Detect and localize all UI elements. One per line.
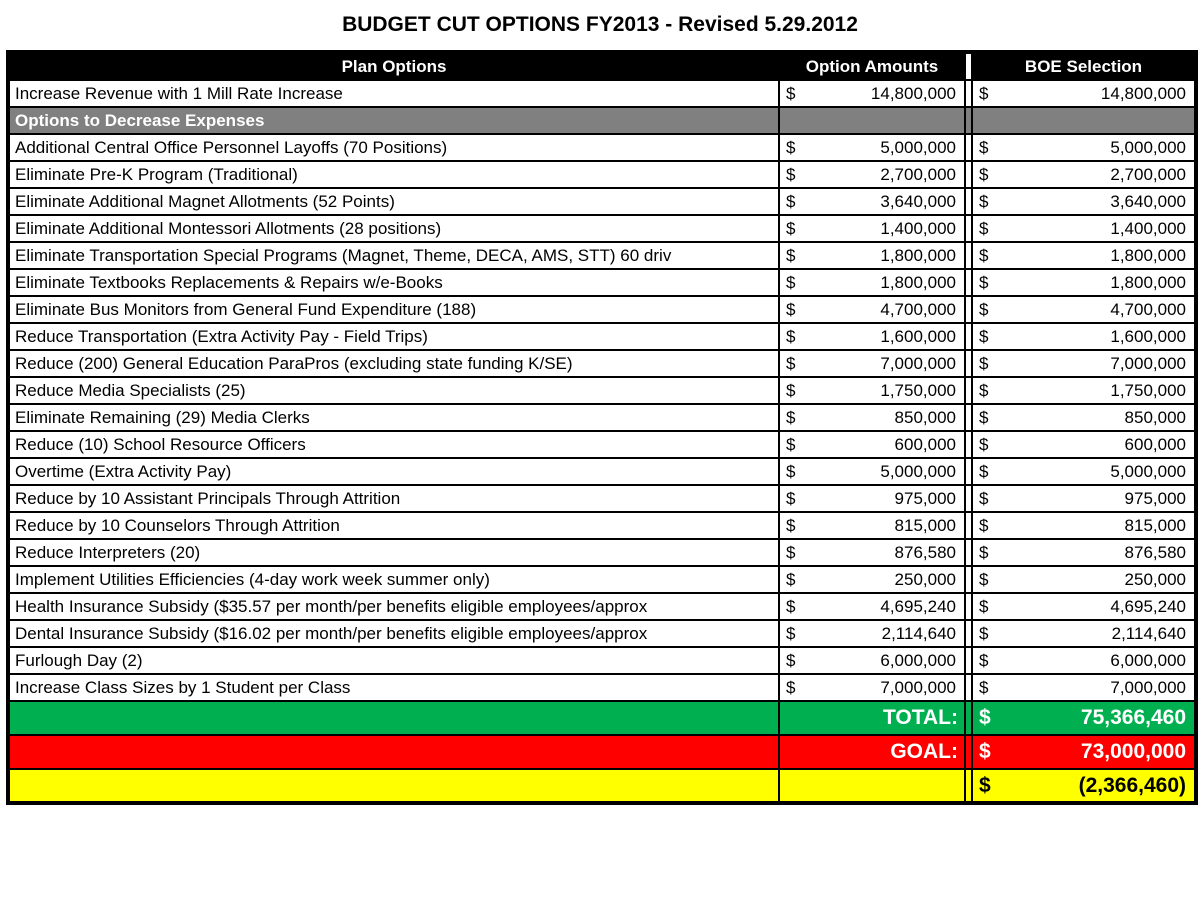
variance-blank-cell [779, 769, 965, 803]
boe-selection-value: 975,000 [1124, 488, 1186, 508]
option-amount-cell [779, 269, 965, 296]
currency-symbol: $ [979, 407, 989, 427]
option-label-cell [8, 539, 779, 566]
boe-selection-value: 4,695,240 [1110, 596, 1186, 616]
currency-symbol: $ [979, 353, 989, 373]
revenue-label: Increase Revenue with 1 Mill Rate Increase [15, 83, 343, 103]
currency-symbol: $ [979, 83, 989, 103]
boe-selection-cell [972, 566, 1196, 593]
column-gap [965, 769, 972, 803]
column-gap [965, 404, 972, 431]
boe-selection-value: 250,000 [1124, 569, 1186, 589]
option-amount-cell [779, 296, 965, 323]
header-boe-selection: BOE Selection [972, 52, 1196, 80]
boe-selection-value: 7,000,000 [1110, 677, 1186, 697]
option-amount-value: 815,000 [894, 515, 956, 535]
option-amount-value: 4,700,000 [880, 299, 956, 319]
option-label: Increase Class Sizes by 1 Student per Class [15, 677, 351, 697]
option-amount-value: 5,000,000 [880, 137, 956, 157]
option-label: Eliminate Additional Magnet Allotments (52 Points) [15, 191, 395, 211]
option-amount-value: 4,695,240 [880, 596, 956, 616]
option-amount-value: 975,000 [894, 488, 956, 508]
column-gap [965, 188, 972, 215]
boe-selection-value: 1,400,000 [1110, 218, 1186, 238]
option-label: Reduce Transportation (Extra Activity Pay - Field Trips) [15, 326, 428, 346]
option-row [8, 161, 1196, 188]
currency-symbol: $ [786, 380, 796, 400]
option-amount-cell [779, 647, 965, 674]
section-header-cell: Options to Decrease Expenses [8, 107, 779, 134]
option-amount-cell [779, 431, 965, 458]
goal-row [8, 735, 1196, 769]
option-label: Eliminate Bus Monitors from General Fund Expenditure (188) [15, 299, 477, 319]
option-label-cell [8, 458, 779, 485]
option-label: Eliminate Pre-K Program (Traditional) [15, 164, 298, 184]
option-label-cell [8, 188, 779, 215]
option-label: Reduce by 10 Assistant Principals Through Attrition [15, 488, 401, 508]
option-label: Furlough Day (2) [15, 650, 143, 670]
header-plan-options: Plan Options [8, 52, 779, 80]
column-gap [965, 735, 972, 769]
option-amount-cell [779, 188, 965, 215]
option-row [8, 647, 1196, 674]
column-gap [965, 80, 972, 107]
top-rows [8, 80, 1196, 134]
boe-selection-value: 4,700,000 [1110, 299, 1186, 319]
currency-symbol: $ [979, 461, 989, 481]
column-gap [965, 296, 972, 323]
column-gap [965, 134, 972, 161]
column-gap [965, 323, 972, 350]
option-label-cell [8, 674, 779, 701]
boe-selection-value: 5,000,000 [1110, 461, 1186, 481]
currency-symbol: $ [786, 164, 796, 184]
boe-selection-value: 5,000,000 [1110, 137, 1186, 157]
option-label-cell [8, 593, 779, 620]
total-label: TOTAL: [779, 701, 965, 735]
boe-selection-value: 1,800,000 [1110, 245, 1186, 265]
option-amount-value: 5,000,000 [880, 461, 956, 481]
option-amount-cell [779, 215, 965, 242]
currency-symbol: $ [786, 407, 796, 427]
currency-symbol: $ [979, 706, 991, 729]
boe-selection-cell [972, 161, 1196, 188]
option-row [8, 134, 1196, 161]
boe-selection-cell [972, 620, 1196, 647]
currency-symbol: $ [979, 299, 989, 319]
revenue-option-amount: 14,800,000 [870, 83, 956, 103]
option-amount-cell [779, 593, 965, 620]
option-label: Overtime (Extra Activity Pay) [15, 461, 232, 481]
option-label: Reduce Media Specialists (25) [15, 380, 246, 400]
boe-selection-cell [972, 539, 1196, 566]
option-amount-cell [779, 539, 965, 566]
column-gap [965, 458, 972, 485]
option-label-cell [8, 377, 779, 404]
option-amount-cell [779, 674, 965, 701]
column-gap [965, 647, 972, 674]
currency-symbol: $ [979, 191, 989, 211]
option-row [8, 485, 1196, 512]
boe-selection-value: 850,000 [1124, 407, 1186, 427]
option-amount-cell [779, 350, 965, 377]
option-amount-value: 2,114,640 [881, 623, 956, 643]
option-amount-value: 850,000 [894, 407, 956, 427]
option-row [8, 674, 1196, 701]
boe-selection-cell [972, 242, 1196, 269]
option-amount-value: 7,000,000 [880, 677, 956, 697]
option-amount-cell [779, 512, 965, 539]
boe-selection-cell [972, 593, 1196, 620]
currency-symbol: $ [786, 623, 796, 643]
option-label: Dental Insurance Subsidy ($16.02 per month/per benefits eligible employees/approx [15, 623, 648, 643]
option-row [8, 242, 1196, 269]
revenue-option-amount-cell [779, 80, 965, 107]
option-label: Health Insurance Subsidy ($35.57 per month/per benefits eligible employees/approx [15, 596, 648, 616]
boe-selection-cell [972, 269, 1196, 296]
section-empty-cell [779, 107, 965, 134]
currency-symbol: $ [786, 488, 796, 508]
option-row [8, 566, 1196, 593]
boe-selection-value: 1,600,000 [1110, 326, 1186, 346]
option-amount-cell [779, 161, 965, 188]
currency-symbol: $ [979, 623, 989, 643]
currency-symbol: $ [786, 677, 796, 697]
option-label-cell [8, 431, 779, 458]
column-gap [965, 620, 972, 647]
option-amount-cell [779, 323, 965, 350]
option-label: Additional Central Office Personnel Layoffs (70 Positions) [15, 137, 448, 157]
column-gap [965, 485, 972, 512]
variance-amount-cell [972, 769, 1196, 803]
option-label-cell [8, 404, 779, 431]
option-label: Eliminate Transportation Special Programs (Magnet, Theme, DECA, AMS, STT) 60 driv [15, 245, 672, 265]
currency-symbol: $ [786, 245, 796, 265]
currency-symbol: $ [979, 488, 989, 508]
option-row [8, 377, 1196, 404]
boe-selection-value: 815,000 [1124, 515, 1186, 535]
option-amount-cell [779, 134, 965, 161]
goal-label: GOAL: [779, 735, 965, 769]
revenue-boe-cell [972, 80, 1196, 107]
currency-symbol: $ [979, 326, 989, 346]
option-row [8, 350, 1196, 377]
option-row [8, 323, 1196, 350]
currency-symbol: $ [786, 434, 796, 454]
boe-selection-value: 6,000,000 [1110, 650, 1186, 670]
currency-symbol: $ [786, 326, 796, 346]
section-header-row [8, 107, 1196, 134]
option-label: Eliminate Remaining (29) Media Clerks [15, 407, 310, 427]
currency-symbol: $ [786, 218, 796, 238]
option-amount-value: 1,400,000 [880, 218, 956, 238]
column-gap [965, 161, 972, 188]
option-row [8, 188, 1196, 215]
option-amount-cell [779, 458, 965, 485]
option-amount-value: 250,000 [894, 569, 956, 589]
boe-selection-cell [972, 431, 1196, 458]
goal-blank-cell [8, 735, 779, 769]
goal-amount: 73,000,000 [1080, 740, 1186, 763]
currency-symbol: $ [979, 515, 989, 535]
boe-selection-value: 1,800,000 [1110, 272, 1186, 292]
footer-rows [8, 701, 1196, 803]
column-gap [965, 269, 972, 296]
column-gap [965, 539, 972, 566]
option-amount-cell [779, 620, 965, 647]
option-row [8, 593, 1196, 620]
option-label-cell [8, 485, 779, 512]
column-gap [965, 350, 972, 377]
option-amount-value: 1,750,000 [880, 380, 956, 400]
currency-symbol: $ [979, 596, 989, 616]
currency-symbol: $ [786, 569, 796, 589]
boe-selection-cell [972, 296, 1196, 323]
option-label-cell [8, 242, 779, 269]
boe-selection-cell [972, 323, 1196, 350]
page-title: BUDGET CUT OPTIONS FY2013 - Revised 5.29.2012 [342, 13, 858, 36]
option-label: Eliminate Additional Montessori Allotments (28 positions) [15, 218, 442, 238]
option-amount-cell [779, 404, 965, 431]
boe-selection-cell [972, 215, 1196, 242]
currency-symbol: $ [979, 137, 989, 157]
revenue-boe-amount: 14,800,000 [1100, 83, 1186, 103]
option-label-cell [8, 296, 779, 323]
boe-selection-cell [972, 647, 1196, 674]
currency-symbol: $ [979, 245, 989, 265]
option-label-cell [8, 566, 779, 593]
currency-symbol: $ [786, 542, 796, 562]
currency-symbol: $ [786, 353, 796, 373]
column-gap [965, 701, 972, 735]
option-row [8, 215, 1196, 242]
variance-amount: (2,366,460) [1078, 773, 1186, 797]
option-label: Reduce by 10 Counselors Through Attrition [15, 515, 340, 535]
option-amount-value: 7,000,000 [880, 353, 956, 373]
variance-row [8, 769, 1196, 803]
option-row [8, 431, 1196, 458]
currency-symbol: $ [979, 164, 989, 184]
boe-selection-value: 3,640,000 [1110, 191, 1186, 211]
boe-selection-cell [972, 485, 1196, 512]
option-row [8, 539, 1196, 566]
boe-selection-cell [972, 404, 1196, 431]
revenue-label-cell [8, 80, 779, 107]
header-option-amounts: Option Amounts [779, 52, 965, 80]
currency-symbol: $ [786, 596, 796, 616]
column-gap [965, 52, 972, 80]
column-gap [965, 431, 972, 458]
column-gap [965, 215, 972, 242]
option-amount-value: 6,000,000 [880, 650, 956, 670]
option-row [8, 620, 1196, 647]
boe-selection-value: 1,750,000 [1110, 380, 1186, 400]
column-gap [965, 593, 972, 620]
option-amount-cell [779, 485, 965, 512]
currency-symbol: $ [979, 272, 989, 292]
currency-symbol: $ [979, 677, 989, 697]
option-label-cell [8, 269, 779, 296]
option-amount-value: 1,600,000 [880, 326, 956, 346]
boe-selection-cell [972, 350, 1196, 377]
option-amount-value: 1,800,000 [880, 272, 956, 292]
variance-blank-cell [8, 769, 779, 803]
option-amount-value: 600,000 [894, 434, 956, 454]
total-amount: 75,366,460 [1080, 706, 1186, 729]
currency-symbol: $ [786, 137, 796, 157]
option-label: Implement Utilities Efficiencies (4-day work week summer only) [15, 569, 490, 589]
total-row [8, 701, 1196, 735]
option-label-cell [8, 620, 779, 647]
boe-selection-cell [972, 134, 1196, 161]
option-label-cell [8, 350, 779, 377]
currency-symbol: $ [786, 515, 796, 535]
currency-symbol: $ [979, 650, 989, 670]
option-label: Reduce (200) General Education ParaPros (excluding state funding K/SE) [15, 353, 573, 373]
currency-symbol: $ [979, 380, 989, 400]
currency-symbol: $ [786, 191, 796, 211]
options-body [8, 134, 1196, 701]
column-gap [965, 242, 972, 269]
option-row [8, 269, 1196, 296]
boe-selection-value: 600,000 [1124, 434, 1186, 454]
option-amount-value: 2,700,000 [880, 164, 956, 184]
option-label-cell [8, 647, 779, 674]
option-amount-value: 1,800,000 [880, 245, 956, 265]
total-amount-cell [972, 701, 1196, 735]
currency-symbol: $ [786, 272, 796, 292]
budget-table [6, 50, 1198, 805]
boe-selection-value: 7,000,000 [1110, 353, 1186, 373]
option-row [8, 296, 1196, 323]
currency-symbol: $ [786, 299, 796, 319]
boe-selection-cell [972, 458, 1196, 485]
currency-symbol: $ [979, 542, 989, 562]
header-row [8, 52, 1196, 80]
option-amount-value: 3,640,000 [880, 191, 956, 211]
goal-amount-cell [972, 735, 1196, 769]
option-row [8, 404, 1196, 431]
option-label-cell [8, 323, 779, 350]
option-label-cell [8, 161, 779, 188]
option-row [8, 458, 1196, 485]
currency-symbol: $ [979, 740, 991, 763]
boe-selection-value: 876,580 [1124, 542, 1186, 562]
column-gap [965, 512, 972, 539]
option-label-cell [8, 215, 779, 242]
option-label-cell [8, 512, 779, 539]
boe-selection-cell [972, 512, 1196, 539]
revenue-row [8, 80, 1196, 107]
boe-selection-value: 2,114,640 [1111, 623, 1186, 643]
currency-symbol: $ [979, 569, 989, 589]
option-amount-cell [779, 377, 965, 404]
option-amount-cell [779, 566, 965, 593]
currency-symbol: $ [786, 83, 796, 103]
currency-symbol: $ [786, 461, 796, 481]
section-empty-cell [972, 107, 1196, 134]
currency-symbol: $ [979, 434, 989, 454]
option-row [8, 512, 1196, 539]
column-gap [965, 566, 972, 593]
option-amount-cell [779, 242, 965, 269]
option-label-cell [8, 134, 779, 161]
column-gap [965, 674, 972, 701]
boe-selection-cell [972, 188, 1196, 215]
option-label: Eliminate Textbooks Replacements & Repairs w/e-Books [15, 272, 443, 292]
column-gap [965, 377, 972, 404]
column-gap [965, 107, 972, 134]
boe-selection-cell [972, 377, 1196, 404]
option-label: Reduce (10) School Resource Officers [15, 434, 306, 454]
option-label: Reduce Interpreters (20) [15, 542, 201, 562]
boe-selection-value: 2,700,000 [1110, 164, 1186, 184]
currency-symbol: $ [979, 773, 991, 797]
currency-symbol: $ [786, 650, 796, 670]
currency-symbol: $ [979, 218, 989, 238]
total-blank-cell [8, 701, 779, 735]
option-amount-value: 876,580 [894, 542, 956, 562]
boe-selection-cell [972, 674, 1196, 701]
